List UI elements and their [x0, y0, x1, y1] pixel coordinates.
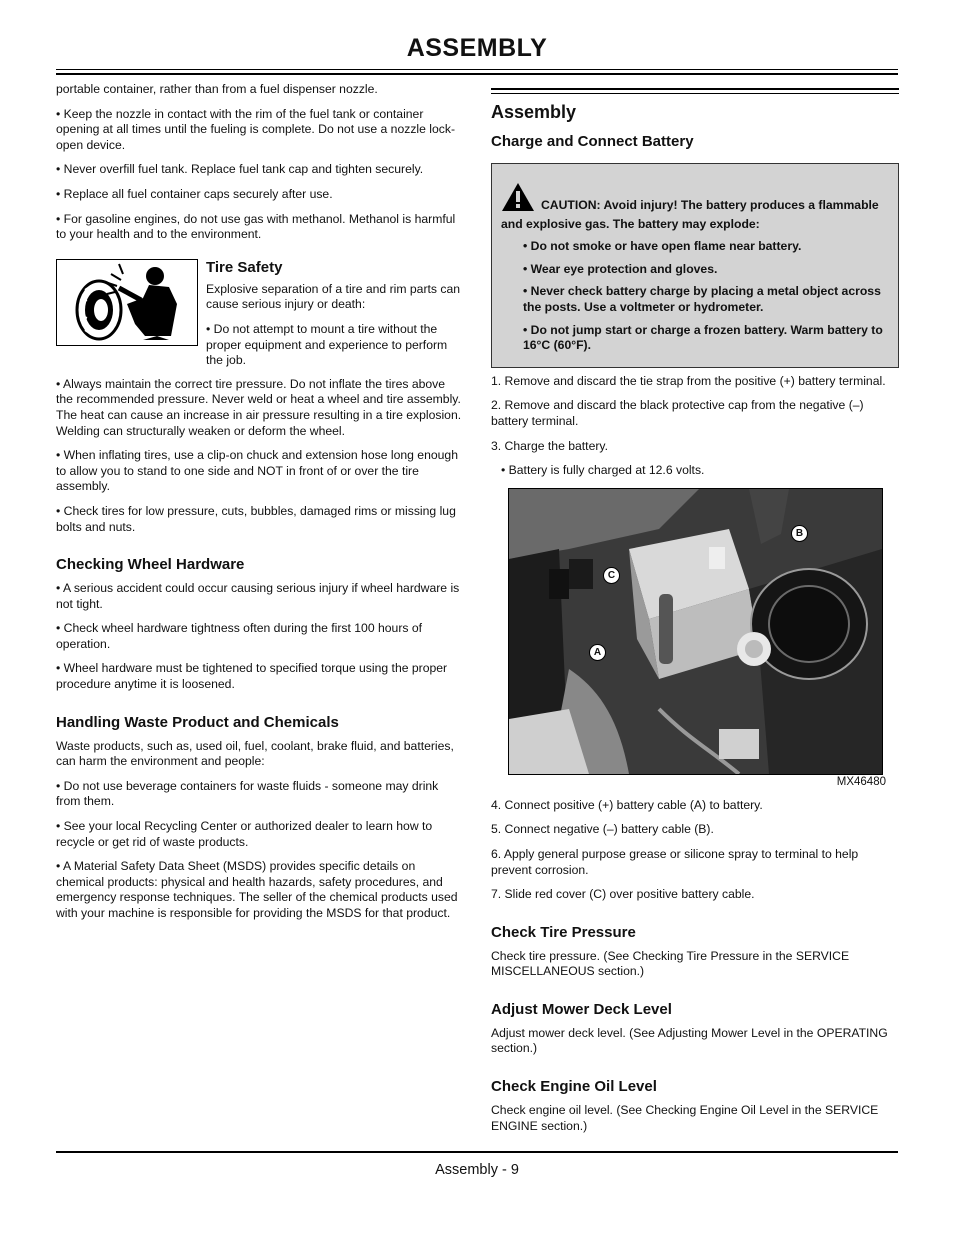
section-rule [491, 88, 899, 90]
paragraph: Adjust mower deck level. (See Adjusting Mower Level in the OPERATING section.) [491, 1025, 888, 1056]
left-column [56, 82, 464, 931]
warning-triangle-icon [501, 182, 535, 217]
step-item: 7. Slide red cover (C) over positive battery cable. [491, 887, 755, 902]
caution-lead [501, 182, 892, 232]
tire-safety-heading: Tire Safety [206, 258, 283, 276]
paragraph: Check engine oil level. (See Checking Engine Oil Level in the SERVICE ENGINE section.) [491, 1103, 879, 1133]
right-column [491, 88, 899, 1143]
step-item: 5. Connect negative (–) battery cable (B). [491, 822, 714, 837]
bullet-item: • Check tires for low pressure, cuts, bubbles, damaged rims or missing lug bolts and nuts. [56, 503, 456, 534]
tire-safety-block [56, 259, 464, 369]
bullet-item: • Keep the nozzle in contact with the rim of the fuel tank or container opening at all times until the fueling is complete. Do not use a nozzle lock-open device. [56, 106, 456, 152]
paragraph: Check tire pressure. (See Checking Tire Pressure in the SERVICE MISCELLANEOUS section.) [491, 948, 850, 979]
callout-c: C [603, 567, 620, 584]
callout-a: A [589, 644, 606, 661]
callout-b: B [791, 525, 808, 542]
bullet-item: • Never overfill fuel tank. Replace fuel tank cap and tighten securely. [56, 162, 424, 177]
step-item: 2. Remove and discard the black protective cap from the negative (–) battery terminal. [491, 398, 864, 428]
paragraph: portable container, rather than from a fuel dispenser nozzle. [56, 82, 378, 96]
bullet-item: • For gasoline engines, do not use gas with methanol. Methanol is harmful to your health and to the environment. [56, 211, 456, 242]
bullet-item: • Battery is fully charged at 12.6 volts. [501, 463, 705, 478]
wheel-hardware-heading: Checking Wheel Hardware [56, 556, 245, 574]
caution-item: • Wear eye protection and gloves. [523, 261, 718, 276]
waste-heading: Handling Waste Product and Chemicals [56, 713, 339, 731]
bullet-item: • When inflating tires, use a clip-on chuck and extension hose long enough to allow you to stand to one side and NOT in front of or over the tire assembly. [56, 448, 458, 494]
paragraph: Explosive separation of a tire and rim parts can cause serious injury or death: [206, 281, 461, 312]
bullet-item: • Check wheel hardware tightness often during the first 100 hours of operation. [56, 621, 423, 651]
tire-pressure-heading: Check Tire Pressure [491, 923, 636, 941]
caution-box [491, 163, 899, 368]
figure-id: MX46480 [836, 775, 886, 788]
bullet-item: • Always maintain the correct tire pressure. Do not inflate the tires above the recommended pressure. Never weld or heat a wheel and tire assembly. The heat can cause an increase in air pressure resulting in a tire explosion. Welding can structurally weaken or deform the wheel. [56, 376, 462, 438]
step-item: 6. Apply general purpose grease or silicone spray to terminal to help prevent corrosion. [491, 846, 859, 877]
step-item: 4. Connect positive (+) battery cable (A) to battery. [491, 797, 763, 812]
header-rule-bottom [56, 73, 898, 75]
bullet-item: • A serious accident could occur causing serious injury if wheel hardware is not tight. [56, 581, 460, 611]
battery-photo [508, 488, 883, 775]
header-rule-top [56, 69, 898, 70]
battery-photo-drawing [509, 489, 882, 774]
caution-lead-text: CAUTION: Avoid injury! The battery produces a flammable and explosive gas. The battery may explode: [501, 198, 879, 231]
footer-rule [56, 1151, 898, 1153]
oil-heading: Check Engine Oil Level [491, 1078, 657, 1096]
page-title: ASSEMBLY [406, 34, 548, 62]
caution-item: • Do not jump start or charge a frozen battery. Warm battery to 16°C (60°F). [523, 322, 883, 353]
bullet-item: • See your local Recycling Center or authorized dealer to learn how to recycle or get rid of waste products. [56, 819, 433, 849]
section-heading: Assembly [491, 102, 577, 122]
bullet-item: • A Material Safety Data Sheet (MSDS) provides specific details on chemical products: physical and health hazards, safety procedures, and emergency response techniques. The seller of the chemical products used with your machine is responsible for providing the MSDS for that product. [56, 859, 458, 920]
step-item: 3. Charge the battery. [491, 438, 608, 453]
tire-explosion-icon [56, 259, 198, 346]
caution-item: • Do not smoke or have open flame near battery. [523, 239, 802, 254]
deck-heading: Adjust Mower Deck Level [491, 1000, 672, 1018]
section-rule [491, 93, 899, 94]
bullet-item: • Do not use beverage containers for waste fluids - someone may drink from them. [56, 778, 439, 809]
tire-safety-text [206, 259, 464, 378]
bullet-item: • Do not attempt to mount a tire without the proper equipment and experience to perform the job. [206, 321, 448, 368]
battery-heading: Charge and Connect Battery [491, 133, 694, 150]
page-footer: Assembly - 9 [435, 1162, 519, 1178]
step-item: 1. Remove and discard the tie strap from the positive (+) battery terminal. [491, 373, 886, 388]
caution-item: • Never check battery charge by placing a metal object across the posts. Use a voltmeter or hydrometer. [523, 284, 881, 314]
paragraph: Waste products, such as, used oil, fuel, coolant, brake fluid, and batteries, can harm the environment and people: [56, 738, 454, 769]
bullet-item: • Wheel hardware must be tightened to specified torque using the proper procedure anytime it is loosened. [56, 661, 448, 692]
bullet-item: • Replace all fuel container caps securely after use. [56, 186, 333, 201]
